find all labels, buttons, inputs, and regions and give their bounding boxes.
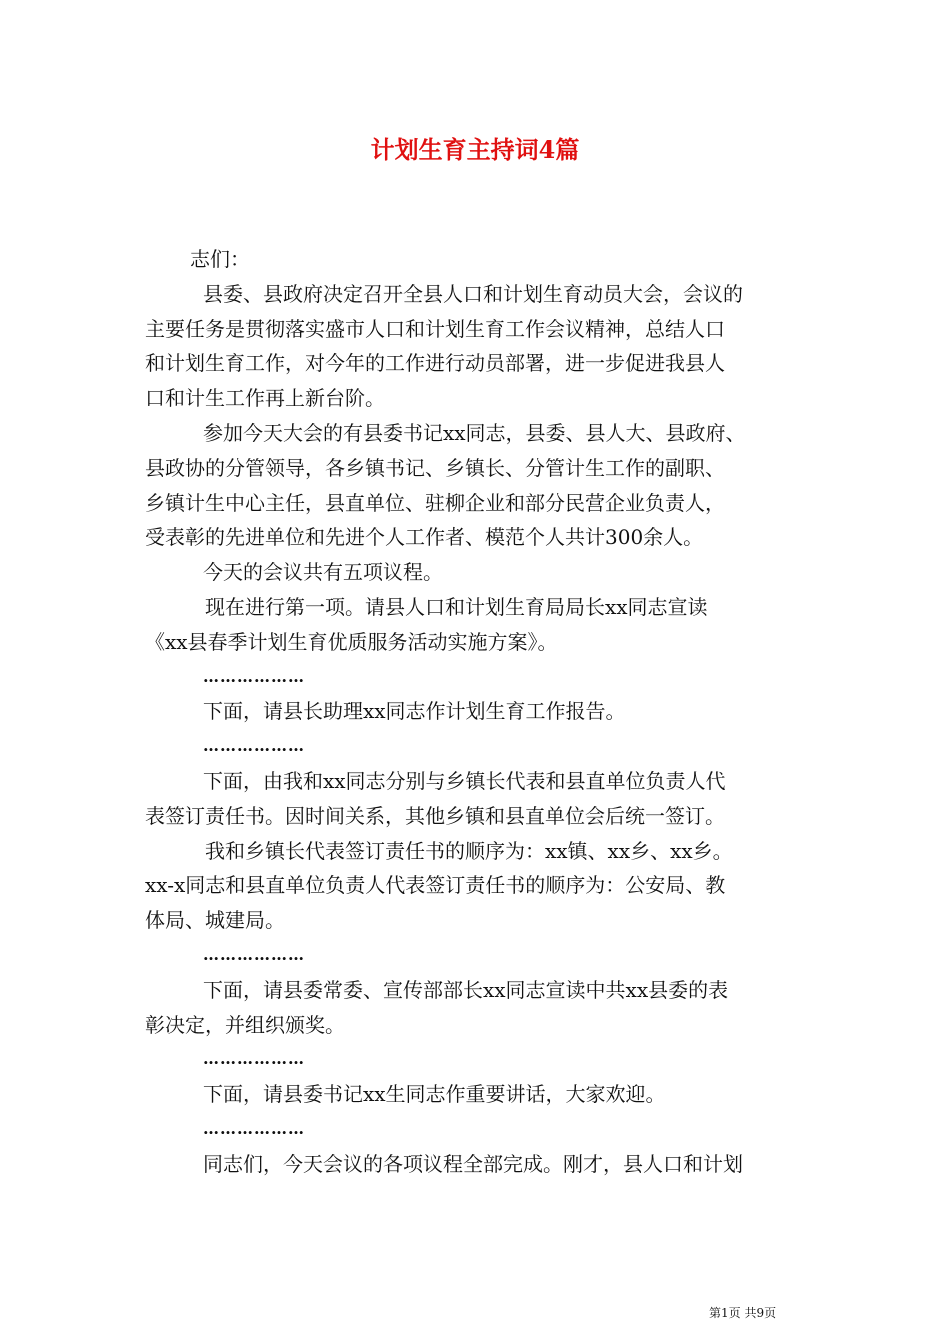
ellipsis-separator: ……………… [203, 944, 305, 964]
paragraph-line: 彰决定，并组织颁奖。 [145, 1012, 345, 1037]
paragraph-line: 现在进行第一项。请县人口和计划生育局局长xx同志宣读 [205, 594, 708, 619]
paragraph-line: 和计划生育工作，对今年的工作进行动员部署，进一步促进我县人 [145, 351, 725, 376]
paragraph-line: 下面，请县委常委、宣传部部长xx同志宣读中共xx县委的表 [203, 977, 729, 1002]
ellipsis-separator: ……………… [203, 666, 305, 686]
paragraph-line: 主要任务是贯彻落实盛市人口和计划生育工作会议精神，总结人口 [145, 316, 725, 341]
paragraph-line: 下面，请县委书记xx生同志作重要讲话，大家欢迎。 [203, 1082, 666, 1107]
ellipsis-separator: ……………… [203, 736, 305, 756]
paragraph-line: 我和乡镇长代表签订责任书的顺序为：xx镇、xx乡、xx乡。 [205, 838, 733, 863]
paragraph-line: 体局、城建局。 [145, 908, 285, 933]
ellipsis-separator: ……………… [203, 1049, 305, 1069]
paragraph-line: 县委、县政府决定召开全县人口和计划生育动员大会，会议的 [203, 281, 743, 306]
paragraph-line: 表签订责任书。因时间关系，其他乡镇和县直单位会后统一签订。 [145, 803, 725, 828]
document-body [145, 242, 830, 1182]
paragraph-line: 《xx县春季计划生育优质服务活动实施方案》。 [145, 629, 558, 654]
paragraph-line: 县政协的分管领导，各乡镇书记、乡镇长、分管计生工作的副职、 [145, 455, 725, 480]
paragraph-line: 受表彰的先进单位和先进个人工作者、模范个人共计300余人。 [145, 525, 704, 550]
paragraph-line: 口和计生工作再上新台阶。 [145, 386, 385, 411]
page-number-footer: 第1页 共9页 [709, 1306, 777, 1320]
paragraph-line: 今天的会议共有五项议程。 [203, 560, 443, 585]
paragraph-line: 下面，请县长助理xx同志作计划生育工作报告。 [203, 699, 626, 724]
document-title: 计划生育主持词4篇 [370, 135, 580, 164]
paragraph-line: 同志们，今天会议的各项议程全部完成。刚才，县人口和计划 [203, 1151, 743, 1176]
paragraph-line: xx-x同志和县直单位负责人代表签订责任书的顺序为：公安局、教 [145, 873, 726, 898]
paragraph-line: 志们： [190, 247, 250, 271]
paragraph-line: 参加今天大会的有县委书记xx同志，县委、县人大、县政府、 [203, 420, 746, 445]
paragraph-line: 乡镇计生中心主任，县直单位、驻柳企业和部分民营企业负责人， [145, 490, 725, 515]
paragraph-line: 下面，由我和xx同志分别与乡镇长代表和县直单位负责人代 [203, 768, 726, 793]
ellipsis-separator: ……………… [203, 1118, 305, 1138]
